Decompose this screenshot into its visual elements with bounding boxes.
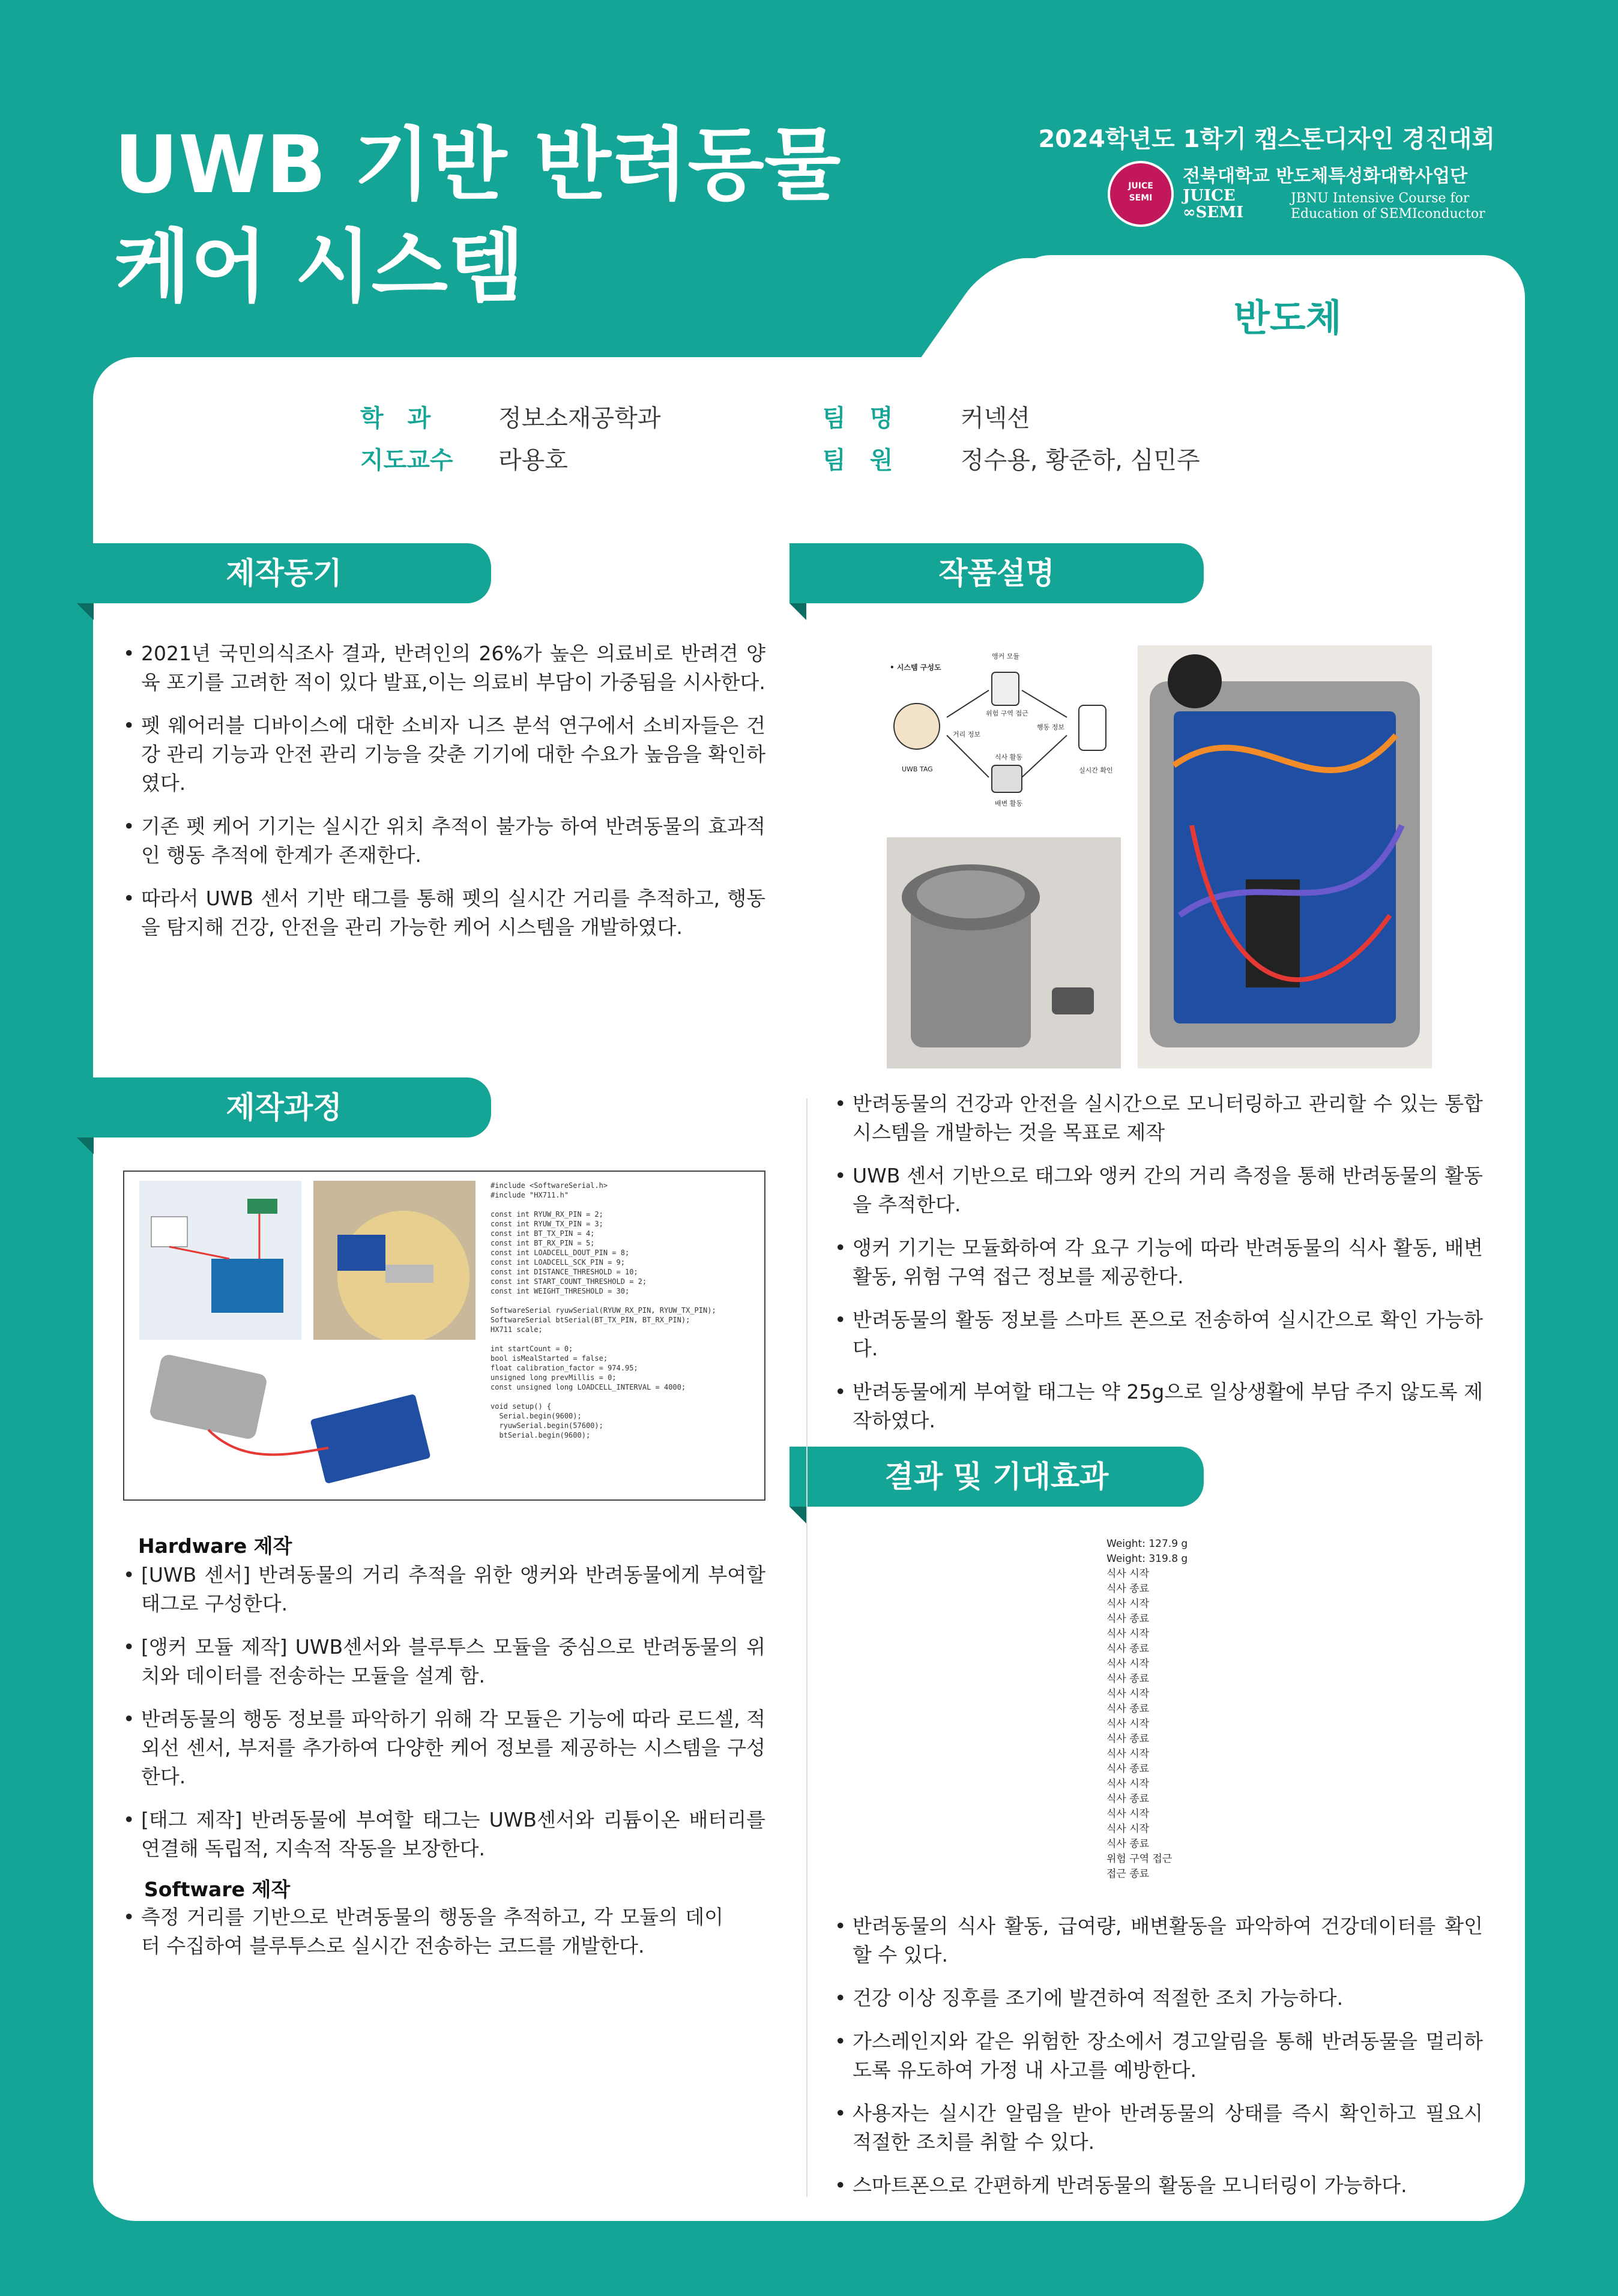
poster-title [114,114,841,318]
motivation-heading: 제작동기 [77,543,491,603]
circuit-board-icon [1138,645,1432,1068]
process-figure [123,1171,765,1501]
team-label: 팀 명 [823,405,893,432]
log-line: 식사 시작 [1106,1568,1150,1580]
list-item: • 반려동물의 건강과 안전을 실시간으로 모니터링하고 관리할 수 있는 통합 시스템을 개발하는 것을 목표로 제작 [835,1089,1483,1147]
event-title: 2024학년도 1학기 캡스톤디자인 경진대회 [1038,125,1495,153]
serial-log [1106,1537,1188,1882]
dept-label: 학 과 [360,405,431,432]
list-item: • 건강 이상 징후를 조기에 발견하여 적절한 조치 가능하다. [835,1984,1483,2013]
logo-korean-name: 전북대학교 반도체특성화대학사업단 [1183,166,1468,187]
list-item: • 스마트폰으로 간편하게 반려동물의 활동을 모니터링이 가능하다. [835,2171,1483,2200]
log-line: 식사 종료 [1106,1763,1150,1775]
log-line: 식사 시작 [1106,1658,1150,1670]
motivation-list [123,639,765,956]
diagram-top: 앵커 모듈 [992,652,1020,660]
list-item: • [UWB 센서] 반려동물의 거리 추적을 위한 앵커와 반려동물에게 부여할 태그로 구성한다. [123,1561,765,1618]
process-heading: 제작과정 [77,1077,491,1137]
list-item: • 따라서 UWB 센서 기반 태그를 통해 펫의 실시간 거리를 추적하고, 행동을 탐지해 건강, 안전을 관리 가능한 케어 시스템을 개발하였다. [123,884,765,942]
logo-english-name [1291,191,1485,222]
log-line: 식사 시작 [1106,1598,1150,1610]
team-value: 커넥션 [961,405,1030,432]
organization-logo [1108,161,1485,227]
list-item: • 2021년 국민의식조사 결과, 반려인의 26%가 높은 의료비로 반려견 양육 포기를 고려한 적이 있다 발표,이는 의료비 부담이 가중됨을 시사한다. [123,639,765,697]
advisor-label: 지도교수 [360,447,453,474]
loadcell-photo [313,1181,475,1340]
hardware-subtitle: Hardware 제작 [138,1534,292,1558]
list-item: • 반려동물의 활동 정보를 스마트 폰으로 전송하여 실시간으로 확인 가능하다. [835,1306,1483,1363]
results-list [835,1912,1483,2214]
info-team [823,399,1030,433]
log-line: 식사 시작 [1106,1688,1150,1700]
uwb-tag-battery-icon [136,1352,472,1490]
list-item: • 기존 펫 케어 기기는 실시간 위치 추적이 불가능 하여 반려동물의 효과적인 행동 추적에 한계가 존재한다. [123,812,765,870]
info-members [823,441,1200,475]
description-heading: 작품설명 [789,543,1204,603]
list-item: • 반려동물의 식사 활동, 급여량, 배변활동을 파악하여 건강데이터를 확인할 수 있다. [835,1912,1483,1969]
log-line: Weight: 127.9 g [1106,1538,1188,1550]
list-item: • UWB 센서 기반으로 태그와 앵커 간의 거리 측정을 통해 반려동물의 활동을 추적한다. [835,1162,1483,1219]
system-diagram [887,645,1121,831]
log-line: 식사 종료 [1106,1673,1150,1685]
software-subtitle: Software 제작 [144,1878,291,1901]
category-label: 반도체 [1234,296,1342,340]
description-list [835,1089,1483,1450]
log-line: 식사 종료 [1106,1838,1150,1850]
seal-text-2: SEMI [1129,193,1153,203]
list-item: • [앵커 모듈 제작] UWB센서와 블루투스 모듈을 중심으로 반려동물의 위치와 데이터를 전송하는 모듈을 설계 함. [123,1633,765,1690]
log-line: 식사 종료 [1106,1703,1150,1715]
log-line: 식사 종료 [1106,1643,1150,1655]
list-item: • 사용자는 실시간 알림을 받아 반려동물의 상태를 즉시 확인하고 필요시 적절한 조치를 취할 수 있다. [835,2099,1483,2157]
log-line: 식사 시작 [1106,1778,1150,1790]
list-item: • 가스레인지와 같은 위험한 장소에서 경고알림을 통해 반려동물을 멀리하도록 유도하여 가정 내 사고를 예방한다. [835,2027,1483,2085]
advisor-value: 라용호 [498,447,568,474]
title-line-1: UWB 기반 반려동물 [114,119,841,211]
diagram-top-sub: 위험 구역 접근 [986,710,1028,717]
list-item: • [태그 제작] 반려동물에 부여할 태그는 UWB센서와 리튬이온 배터리를 연결해 독립적, 지속적 작동을 보장한다. [123,1806,765,1863]
list-item: • 펫 웨어러블 디바이스에 대한 소비자 니즈 분석 연구에서 소비자들은 건강 관리 기능과 안전 관리 기능을 갖춘 기기에 대한 수요가 높음을 확인하였다. [123,711,765,798]
log-line: 식사 종료 [1106,1613,1150,1625]
log-line: Weight: 319.8 g [1106,1553,1188,1565]
column-divider [806,1098,807,2197]
logo-en-line-1: JBNU Intensive Course for [1291,191,1470,206]
juice-semi-seal-icon [1108,161,1174,227]
log-line: 식사 종료 [1106,1583,1150,1595]
list-item: • 반려동물에게 부여할 태그는 약 25g으로 일상생활에 부담 주지 않도록 제작하였다. [835,1378,1483,1435]
diagram-bottom-top: 식사 활동 [995,753,1023,761]
logo-juice-line-1: JUICE [1183,187,1236,205]
log-line: 식사 종료 [1106,1733,1150,1745]
anchor-module-photo [1138,645,1432,1068]
arduino-code: #include <SoftwareSerial.h> #include "HX711.h" const int RYUW_RX_PIN = 2; const int RYUW_TX_PIN = 3; const int BT_TX_PIN = 4; const int BT_RX_PIN = 5; const int LOADCELL_DOUT_PIN = 8; const int LOADCELL_SCK_PIN = 9; const int DISTANCE_THRESHOLD = 10; const int START_COUNT_THRESHOLD = 2; const int WEIGHT_THRESHOLD = 30; SoftwareSerial ryuwSerial(RYUW_RX_PIN, RYUW_TX_PIN); SoftwareSerial btSerial(BT_TX_PIN, BT_RX_PIN); HX711 scale; int startCount = 0; bool isMealStarted = false; float calibration_factor = 974.95; unsigned long prevMillis = 0; const unsigned long LOADCELL_INTERVAL = 4000; void setup() { Serial.begin(9600); ryuwSerial.begin(57600); btSerial.begin(9600); [491,1181,716,1439]
loadcell-plate-icon [313,1181,475,1340]
log-line: 식사 시작 [1106,1748,1150,1760]
diagram-right-arrow: 행동 정보 [1037,723,1065,731]
bowl-and-tag-icon [887,837,1121,1068]
members-value: 정수용, 황준하, 심민주 [961,447,1200,474]
log-line: 위험 구역 접근 [1106,1853,1173,1865]
members-label: 팀 원 [823,447,893,474]
feeder-photo [887,837,1121,1068]
tag-battery-photo [136,1352,472,1490]
breadboard-diagram [139,1181,301,1340]
list-item: • 앵커 기기는 모듈화하여 각 요구 기능에 따라 반려동물의 식사 활동, 배변 활동, 위험 구역 접근 정보를 제공한다. [835,1234,1483,1291]
list-item: • 측정 거리를 기반으로 반려동물의 행동을 추적하고, 각 모듈의 데이터 수집하여 블루투스로 실시간 전송하는 코드를 개발한다. [123,1903,723,1960]
diagram-right: 실시간 확인 [1079,767,1113,774]
logo-juice-line-2: ∞SEMI [1183,203,1244,221]
diagram-bottom: 배변 활동 [995,800,1023,807]
hardware-list [123,1561,765,1878]
diagram-left-arrow: 거리 정보 [953,731,981,738]
log-line: 식사 시작 [1106,1823,1150,1835]
diagram-title: • 시스템 구성도 [890,663,941,672]
list-item: • 반려동물의 행동 정보를 파악하기 위해 각 모듈은 기능에 따라 로드셀, 적외선 센서, 부저를 추가하여 다양한 케어 정보를 제공하는 시스템을 구성한다. [123,1705,765,1791]
log-line: 접근 종료 [1106,1868,1150,1880]
diagram-tag: UWB TAG [902,765,933,773]
results-heading: 결과 및 기대효과 [789,1447,1204,1507]
info-dept [360,399,660,433]
log-line: 식사 시작 [1106,1628,1150,1640]
logo-juice-text [1183,187,1243,221]
dept-value: 정보소재공학과 [498,405,661,432]
wiring-diagram-icon [139,1181,301,1340]
log-line: 식사 시작 [1106,1808,1150,1820]
software-list [123,1903,723,1975]
seal-text-1: JUICE [1128,181,1153,191]
log-line: 식사 종료 [1106,1793,1150,1805]
info-advisor [360,441,568,475]
logo-en-line-2: Education of SEMIconductor [1291,206,1485,221]
title-line-2: 케어 시스템 [114,221,525,313]
log-line: 식사 시작 [1106,1718,1150,1730]
